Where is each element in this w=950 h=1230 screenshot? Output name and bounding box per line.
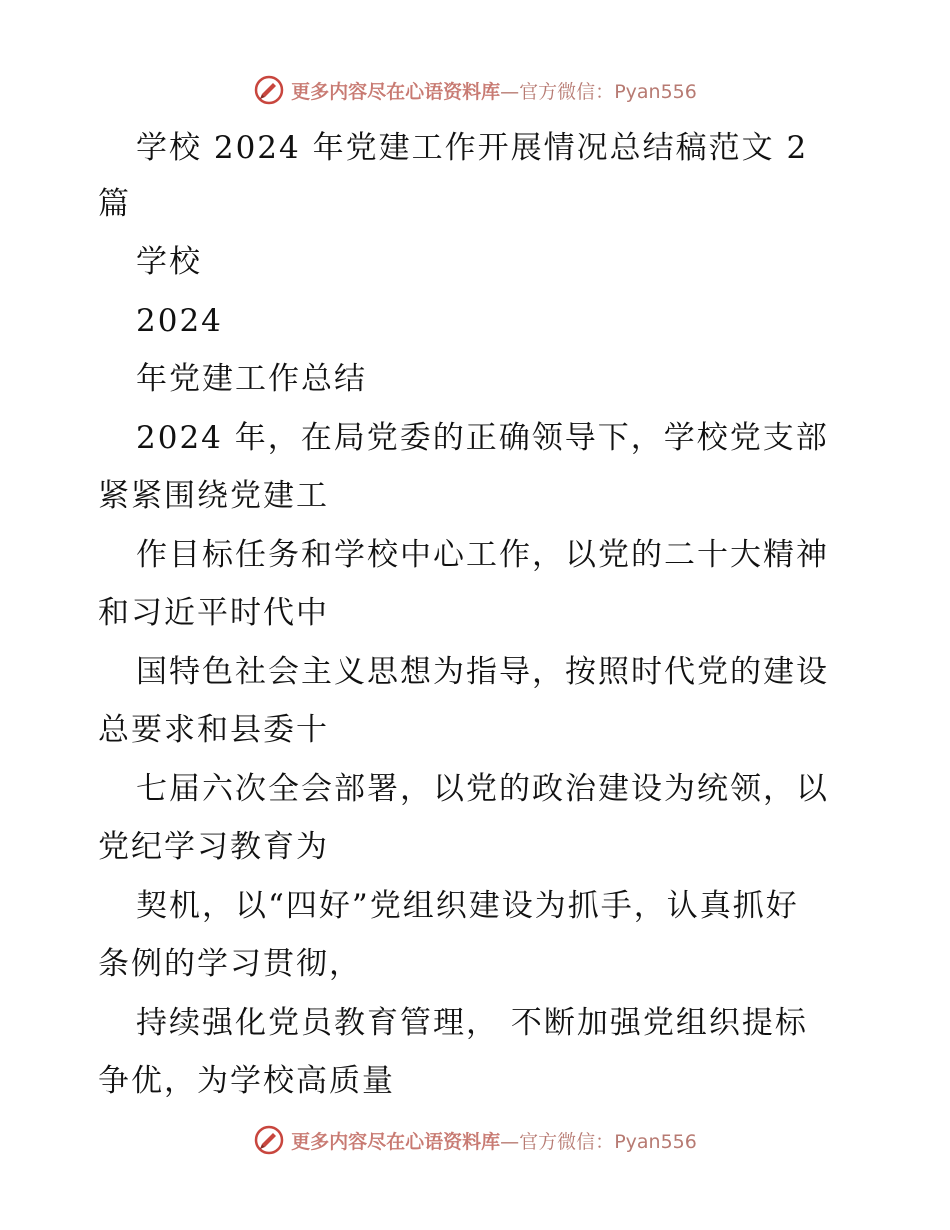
header-watermark-banner [0, 70, 950, 110]
doc-title-line-1: 学校 2024 年党建工作开展情况总结稿范文 2 [136, 130, 809, 166]
doc-paragraph-line: 作目标任务和学校中心工作，以党的二十大精神 [136, 537, 829, 573]
footer-watermark-banner [0, 1120, 950, 1160]
doc-heading-summary: 年党建工作总结 [136, 361, 367, 397]
doc-paragraph-line: 契机，以“四好”党组织建设为抓手，认真抓好 [136, 888, 799, 924]
doc-heading-year: 2024 [136, 303, 223, 339]
doc-paragraph-line: 国特色社会主义思想为指导，按照时代党的建设 [136, 654, 829, 690]
doc-title-line-2: 篇 [98, 186, 131, 222]
doc-paragraph-line: 总要求和县委十 [98, 712, 329, 748]
doc-paragraph-line: 持续强化党员教育管理， 不断加强党组织提标 [136, 1005, 808, 1041]
doc-paragraph-line: 条例的学习贯彻， [98, 946, 362, 982]
banner-text: 更多内容尽在心语资料库—官方微信：Pyan556 [291, 1130, 697, 1153]
doc-paragraph-line: 七届六次全会部署，以党的政治建设为统领，以 [136, 771, 829, 807]
logo-icon [253, 74, 285, 106]
banner-text: 更多内容尽在心语资料库—官方微信：Pyan556 [291, 80, 697, 103]
doc-paragraph-line: 2024 年，在局党委的正确领导下，学校党支部 [136, 420, 829, 456]
doc-paragraph-line: 和习近平时代中 [98, 595, 329, 631]
doc-paragraph-line: 争优，为学校高质量 [98, 1063, 395, 1099]
doc-paragraph-line: 紧紧围绕党建工 [98, 478, 329, 514]
doc-heading-school: 学校 [136, 244, 202, 280]
doc-paragraph-line: 党纪学习教育为 [98, 829, 329, 865]
logo-icon [253, 1124, 285, 1156]
